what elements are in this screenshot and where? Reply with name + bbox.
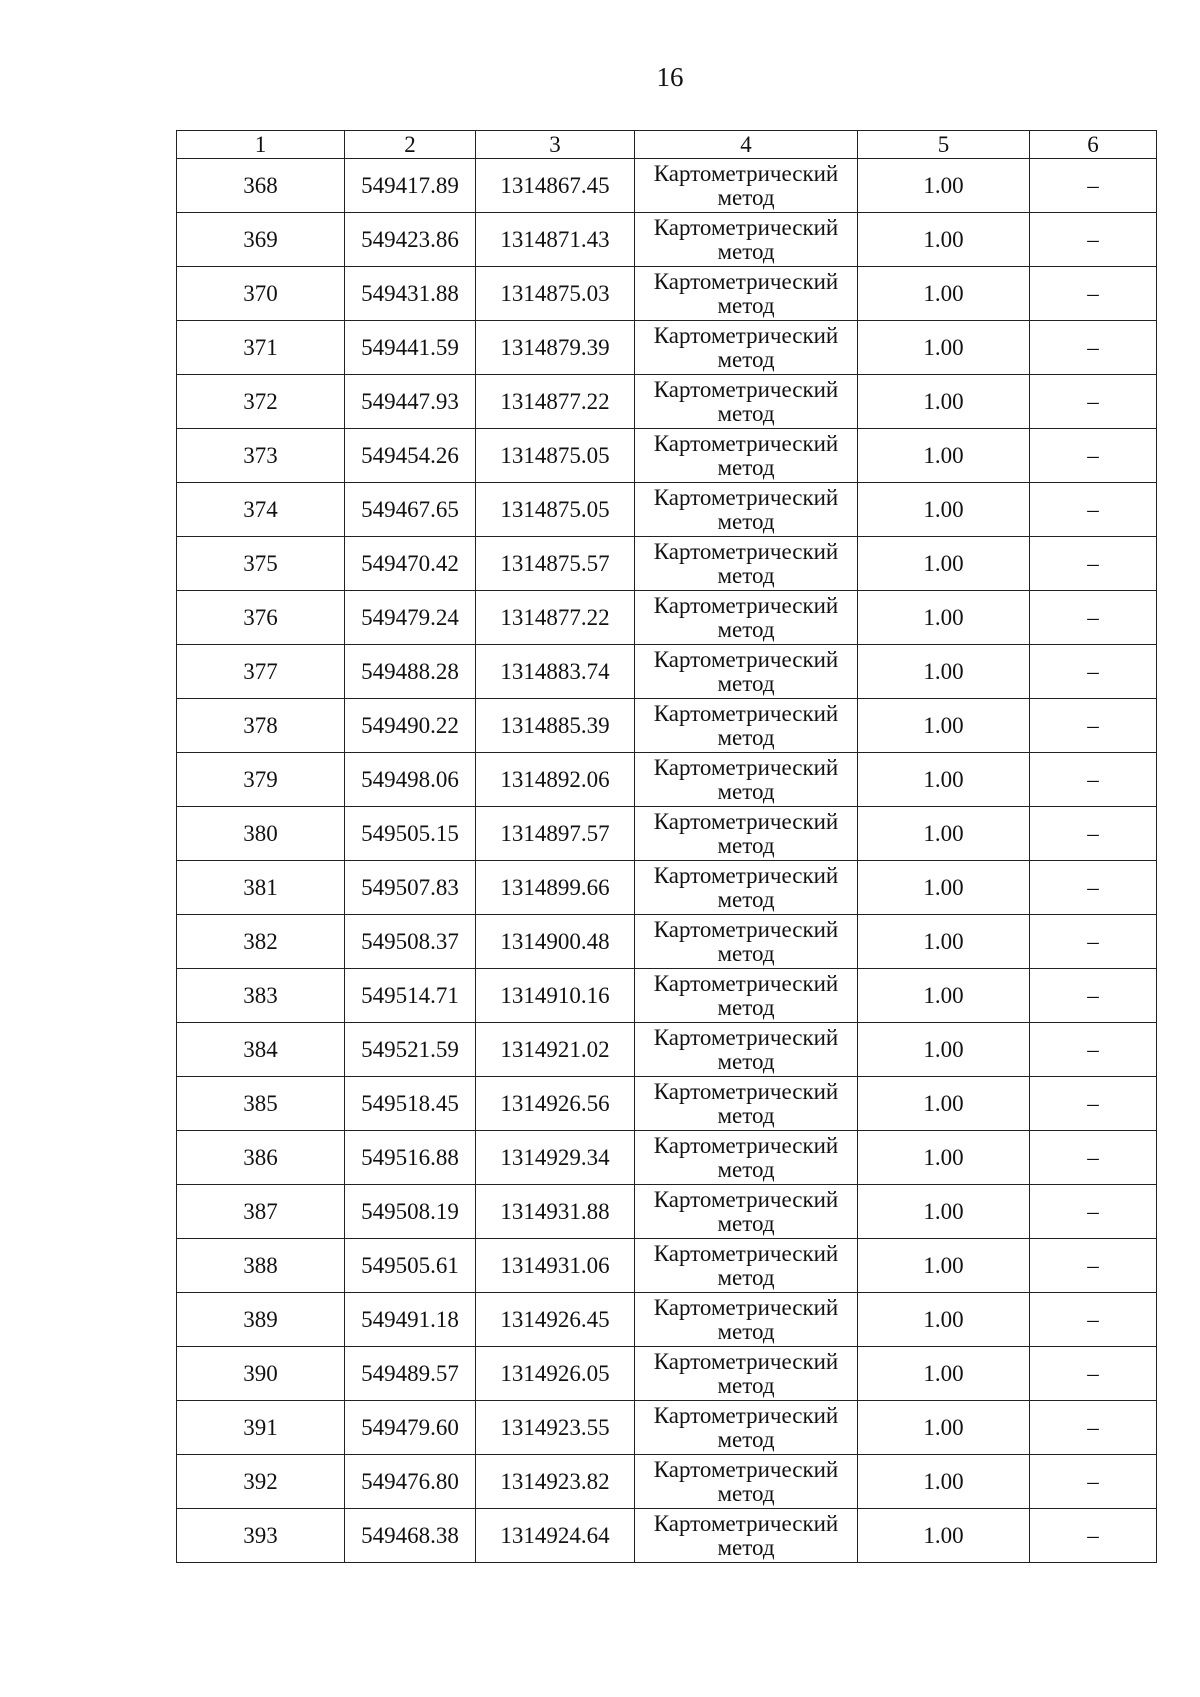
method-line-1: Картометрический <box>653 214 839 240</box>
point-number: 371 <box>177 321 345 375</box>
description-cell: – <box>1030 375 1157 429</box>
coordinate-x: 549491.18 <box>345 1293 476 1347</box>
precision-value: 1.00 <box>858 1401 1030 1455</box>
method-line-2: метод <box>717 778 775 804</box>
method-line-2: метод <box>717 508 775 534</box>
coordinate-x: 549508.19 <box>345 1185 476 1239</box>
method-line-2: метод <box>717 724 775 750</box>
coordinate-x: 549441.59 <box>345 321 476 375</box>
method-line-2: метод <box>717 886 775 912</box>
coordinate-x: 549454.26 <box>345 429 476 483</box>
method-cell <box>635 915 858 969</box>
method-line-1: Картометрический <box>653 592 839 618</box>
precision-value: 1.00 <box>858 483 1030 537</box>
method-cell <box>635 1455 858 1509</box>
coordinate-y: 1314926.56 <box>476 1077 635 1131</box>
point-number: 387 <box>177 1185 345 1239</box>
method-line-1: Картометрический <box>653 1024 839 1050</box>
coordinate-x: 549507.83 <box>345 861 476 915</box>
coordinate-x: 549505.15 <box>345 807 476 861</box>
table-row <box>177 1293 1157 1347</box>
description-cell: – <box>1030 591 1157 645</box>
description-cell: – <box>1030 1077 1157 1131</box>
point-number: 384 <box>177 1023 345 1077</box>
table-row <box>177 969 1157 1023</box>
coordinate-y: 1314899.66 <box>476 861 635 915</box>
table-row <box>177 321 1157 375</box>
table-header <box>177 131 1157 159</box>
coordinate-y: 1314910.16 <box>476 969 635 1023</box>
method-line-2: метод <box>717 1426 775 1452</box>
table-row <box>177 915 1157 969</box>
coordinate-x: 549508.37 <box>345 915 476 969</box>
table-row <box>177 1131 1157 1185</box>
table-row <box>177 699 1157 753</box>
coordinate-y: 1314877.22 <box>476 375 635 429</box>
coordinate-x: 549514.71 <box>345 969 476 1023</box>
method-line-2: метод <box>717 994 775 1020</box>
method-cell <box>635 807 858 861</box>
method-cell <box>635 699 858 753</box>
coordinate-y: 1314875.03 <box>476 267 635 321</box>
header-cell-5: 5 <box>858 131 1030 159</box>
point-number: 369 <box>177 213 345 267</box>
table-row <box>177 159 1157 213</box>
point-number: 382 <box>177 915 345 969</box>
precision-value: 1.00 <box>858 753 1030 807</box>
table-row <box>177 753 1157 807</box>
coordinate-x: 549518.45 <box>345 1077 476 1131</box>
coordinate-x: 549516.88 <box>345 1131 476 1185</box>
method-cell <box>635 375 858 429</box>
table-row <box>177 429 1157 483</box>
table-row <box>177 213 1157 267</box>
table-body <box>177 159 1157 1563</box>
precision-value: 1.00 <box>858 699 1030 753</box>
coordinate-x: 549470.42 <box>345 537 476 591</box>
description-cell: – <box>1030 915 1157 969</box>
method-cell <box>635 213 858 267</box>
precision-value: 1.00 <box>858 159 1030 213</box>
coordinate-y: 1314926.45 <box>476 1293 635 1347</box>
coordinate-y: 1314931.06 <box>476 1239 635 1293</box>
precision-value: 1.00 <box>858 375 1030 429</box>
method-line-1: Картометрический <box>653 808 839 834</box>
method-cell <box>635 1239 858 1293</box>
method-cell <box>635 483 858 537</box>
table-row <box>177 1239 1157 1293</box>
precision-value: 1.00 <box>858 1239 1030 1293</box>
method-cell <box>635 1185 858 1239</box>
method-cell <box>635 591 858 645</box>
description-cell: – <box>1030 1023 1157 1077</box>
description-cell: – <box>1030 807 1157 861</box>
method-line-1: Картометрический <box>653 430 839 456</box>
table-row <box>177 807 1157 861</box>
point-number: 392 <box>177 1455 345 1509</box>
description-cell: – <box>1030 267 1157 321</box>
point-number: 372 <box>177 375 345 429</box>
table-row <box>177 1455 1157 1509</box>
description-cell: – <box>1030 537 1157 591</box>
precision-value: 1.00 <box>858 429 1030 483</box>
precision-value: 1.00 <box>858 1509 1030 1563</box>
table-row <box>177 375 1157 429</box>
table-row <box>177 645 1157 699</box>
point-number: 391 <box>177 1401 345 1455</box>
coordinate-y: 1314929.34 <box>476 1131 635 1185</box>
table-row <box>177 537 1157 591</box>
description-cell: – <box>1030 1293 1157 1347</box>
description-cell: – <box>1030 1239 1157 1293</box>
method-line-1: Картометрический <box>653 970 839 996</box>
coordinate-x: 549467.65 <box>345 483 476 537</box>
method-cell <box>635 753 858 807</box>
method-line-1: Картометрический <box>653 1294 839 1320</box>
method-cell <box>635 429 858 483</box>
method-line-1: Картометрический <box>653 1348 839 1374</box>
method-line-1: Картометрический <box>653 916 839 942</box>
table-row <box>177 1347 1157 1401</box>
precision-value: 1.00 <box>858 1077 1030 1131</box>
coordinate-x: 549498.06 <box>345 753 476 807</box>
method-line-1: Картометрический <box>653 700 839 726</box>
description-cell: – <box>1030 861 1157 915</box>
coordinates-table <box>176 130 1157 1563</box>
method-line-1: Картометрический <box>653 862 839 888</box>
method-cell <box>635 1131 858 1185</box>
method-line-1: Картометрический <box>653 322 839 348</box>
method-line-1: Картометрический <box>653 160 839 186</box>
method-cell <box>635 159 858 213</box>
precision-value: 1.00 <box>858 1131 1030 1185</box>
table-row <box>177 591 1157 645</box>
precision-value: 1.00 <box>858 321 1030 375</box>
coordinate-y: 1314923.82 <box>476 1455 635 1509</box>
coordinate-y: 1314871.43 <box>476 213 635 267</box>
coordinate-y: 1314931.88 <box>476 1185 635 1239</box>
page-number: 16 <box>656 62 684 92</box>
coordinate-x: 549489.57 <box>345 1347 476 1401</box>
method-line-1: Картометрический <box>653 646 839 672</box>
point-number: 378 <box>177 699 345 753</box>
coordinate-y: 1314875.57 <box>476 537 635 591</box>
header-cell-3: 3 <box>476 131 635 159</box>
table-row <box>177 483 1157 537</box>
method-cell <box>635 861 858 915</box>
coordinate-y: 1314923.55 <box>476 1401 635 1455</box>
method-line-1: Картометрический <box>653 1402 839 1428</box>
coordinate-y: 1314926.05 <box>476 1347 635 1401</box>
coordinate-y: 1314921.02 <box>476 1023 635 1077</box>
method-line-2: метод <box>717 1048 775 1074</box>
point-number: 381 <box>177 861 345 915</box>
point-number: 386 <box>177 1131 345 1185</box>
method-line-2: метод <box>717 1534 775 1560</box>
method-line-2: метод <box>717 1210 775 1236</box>
coordinate-y: 1314897.57 <box>476 807 635 861</box>
coordinate-x: 549468.38 <box>345 1509 476 1563</box>
method-line-2: метод <box>717 1156 775 1182</box>
description-cell: – <box>1030 753 1157 807</box>
point-number: 375 <box>177 537 345 591</box>
coordinate-x: 549479.60 <box>345 1401 476 1455</box>
precision-value: 1.00 <box>858 591 1030 645</box>
method-cell <box>635 1077 858 1131</box>
header-cell-4: 4 <box>635 131 858 159</box>
precision-value: 1.00 <box>858 1293 1030 1347</box>
coordinate-y: 1314875.05 <box>476 429 635 483</box>
method-line-2: метод <box>717 1372 775 1398</box>
point-number: 385 <box>177 1077 345 1131</box>
point-number: 376 <box>177 591 345 645</box>
method-line-1: Картометрический <box>653 754 839 780</box>
precision-value: 1.00 <box>858 213 1030 267</box>
point-number: 390 <box>177 1347 345 1401</box>
method-cell <box>635 1023 858 1077</box>
coordinate-x: 549490.22 <box>345 699 476 753</box>
method-cell <box>635 321 858 375</box>
method-line-1: Картометрический <box>653 1186 839 1212</box>
method-line-2: метод <box>717 832 775 858</box>
table-row <box>177 267 1157 321</box>
coordinate-x: 549521.59 <box>345 1023 476 1077</box>
description-cell: – <box>1030 645 1157 699</box>
header-cell-1: 1 <box>177 131 345 159</box>
coordinate-y: 1314875.05 <box>476 483 635 537</box>
point-number: 377 <box>177 645 345 699</box>
coordinate-x: 549476.80 <box>345 1455 476 1509</box>
coordinate-x: 549417.89 <box>345 159 476 213</box>
method-line-2: метод <box>717 1264 775 1290</box>
precision-value: 1.00 <box>858 1185 1030 1239</box>
precision-value: 1.00 <box>858 645 1030 699</box>
point-number: 368 <box>177 159 345 213</box>
description-cell: – <box>1030 1347 1157 1401</box>
description-cell: – <box>1030 1131 1157 1185</box>
description-cell: – <box>1030 321 1157 375</box>
precision-value: 1.00 <box>858 915 1030 969</box>
precision-value: 1.00 <box>858 537 1030 591</box>
method-line-2: метод <box>717 940 775 966</box>
method-cell <box>635 969 858 1023</box>
method-cell <box>635 1401 858 1455</box>
method-cell <box>635 537 858 591</box>
coordinate-y: 1314924.64 <box>476 1509 635 1563</box>
method-cell <box>635 267 858 321</box>
point-number: 393 <box>177 1509 345 1563</box>
method-cell <box>635 1347 858 1401</box>
coordinate-y: 1314885.39 <box>476 699 635 753</box>
method-line-1: Картометрический <box>653 376 839 402</box>
method-line-2: метод <box>717 346 775 372</box>
method-line-2: метод <box>717 184 775 210</box>
precision-value: 1.00 <box>858 861 1030 915</box>
coordinate-y: 1314879.39 <box>476 321 635 375</box>
table-row <box>177 1077 1157 1131</box>
point-number: 388 <box>177 1239 345 1293</box>
point-number: 379 <box>177 753 345 807</box>
coordinate-x: 549488.28 <box>345 645 476 699</box>
description-cell: – <box>1030 159 1157 213</box>
method-cell <box>635 1509 858 1563</box>
description-cell: – <box>1030 1455 1157 1509</box>
table-row <box>177 1509 1157 1563</box>
method-line-2: метод <box>717 400 775 426</box>
method-line-1: Картометрический <box>653 1456 839 1482</box>
point-number: 380 <box>177 807 345 861</box>
method-line-1: Картометрический <box>653 1132 839 1158</box>
header-row <box>177 131 1157 159</box>
method-line-2: метод <box>717 562 775 588</box>
precision-value: 1.00 <box>858 1023 1030 1077</box>
method-cell <box>635 1293 858 1347</box>
coordinate-y: 1314867.45 <box>476 159 635 213</box>
coordinate-x: 549431.88 <box>345 267 476 321</box>
header-cell-2: 2 <box>345 131 476 159</box>
coordinate-x: 549479.24 <box>345 591 476 645</box>
point-number: 370 <box>177 267 345 321</box>
point-number: 373 <box>177 429 345 483</box>
precision-value: 1.00 <box>858 969 1030 1023</box>
precision-value: 1.00 <box>858 267 1030 321</box>
method-line-2: метод <box>717 670 775 696</box>
precision-value: 1.00 <box>858 1347 1030 1401</box>
method-line-1: Картометрический <box>653 538 839 564</box>
method-line-2: метод <box>717 292 775 318</box>
method-line-1: Картометрический <box>653 268 839 294</box>
table-row <box>177 861 1157 915</box>
coordinate-y: 1314877.22 <box>476 591 635 645</box>
method-line-2: метод <box>717 238 775 264</box>
description-cell: – <box>1030 483 1157 537</box>
header-cell-6: 6 <box>1030 131 1157 159</box>
coordinate-y: 1314892.06 <box>476 753 635 807</box>
coordinate-y: 1314883.74 <box>476 645 635 699</box>
method-line-2: метод <box>717 1318 775 1344</box>
method-cell <box>635 645 858 699</box>
description-cell: – <box>1030 1509 1157 1563</box>
description-cell: – <box>1030 213 1157 267</box>
description-cell: – <box>1030 1401 1157 1455</box>
method-line-1: Картометрический <box>653 484 839 510</box>
precision-value: 1.00 <box>858 807 1030 861</box>
method-line-2: метод <box>717 1480 775 1506</box>
description-cell: – <box>1030 969 1157 1023</box>
table-row <box>177 1185 1157 1239</box>
description-cell: – <box>1030 1185 1157 1239</box>
table-row <box>177 1401 1157 1455</box>
method-line-2: метод <box>717 454 775 480</box>
table-row <box>177 1023 1157 1077</box>
coordinate-x: 549447.93 <box>345 375 476 429</box>
description-cell: – <box>1030 429 1157 483</box>
coordinate-y: 1314900.48 <box>476 915 635 969</box>
precision-value: 1.00 <box>858 1455 1030 1509</box>
point-number: 374 <box>177 483 345 537</box>
point-number: 383 <box>177 969 345 1023</box>
method-line-1: Картометрический <box>653 1510 839 1536</box>
method-line-1: Картометрический <box>653 1078 839 1104</box>
method-line-2: метод <box>717 1102 775 1128</box>
coordinate-x: 549423.86 <box>345 213 476 267</box>
point-number: 389 <box>177 1293 345 1347</box>
coordinate-x: 549505.61 <box>345 1239 476 1293</box>
method-line-2: метод <box>717 616 775 642</box>
method-line-1: Картометрический <box>653 1240 839 1266</box>
description-cell: – <box>1030 699 1157 753</box>
